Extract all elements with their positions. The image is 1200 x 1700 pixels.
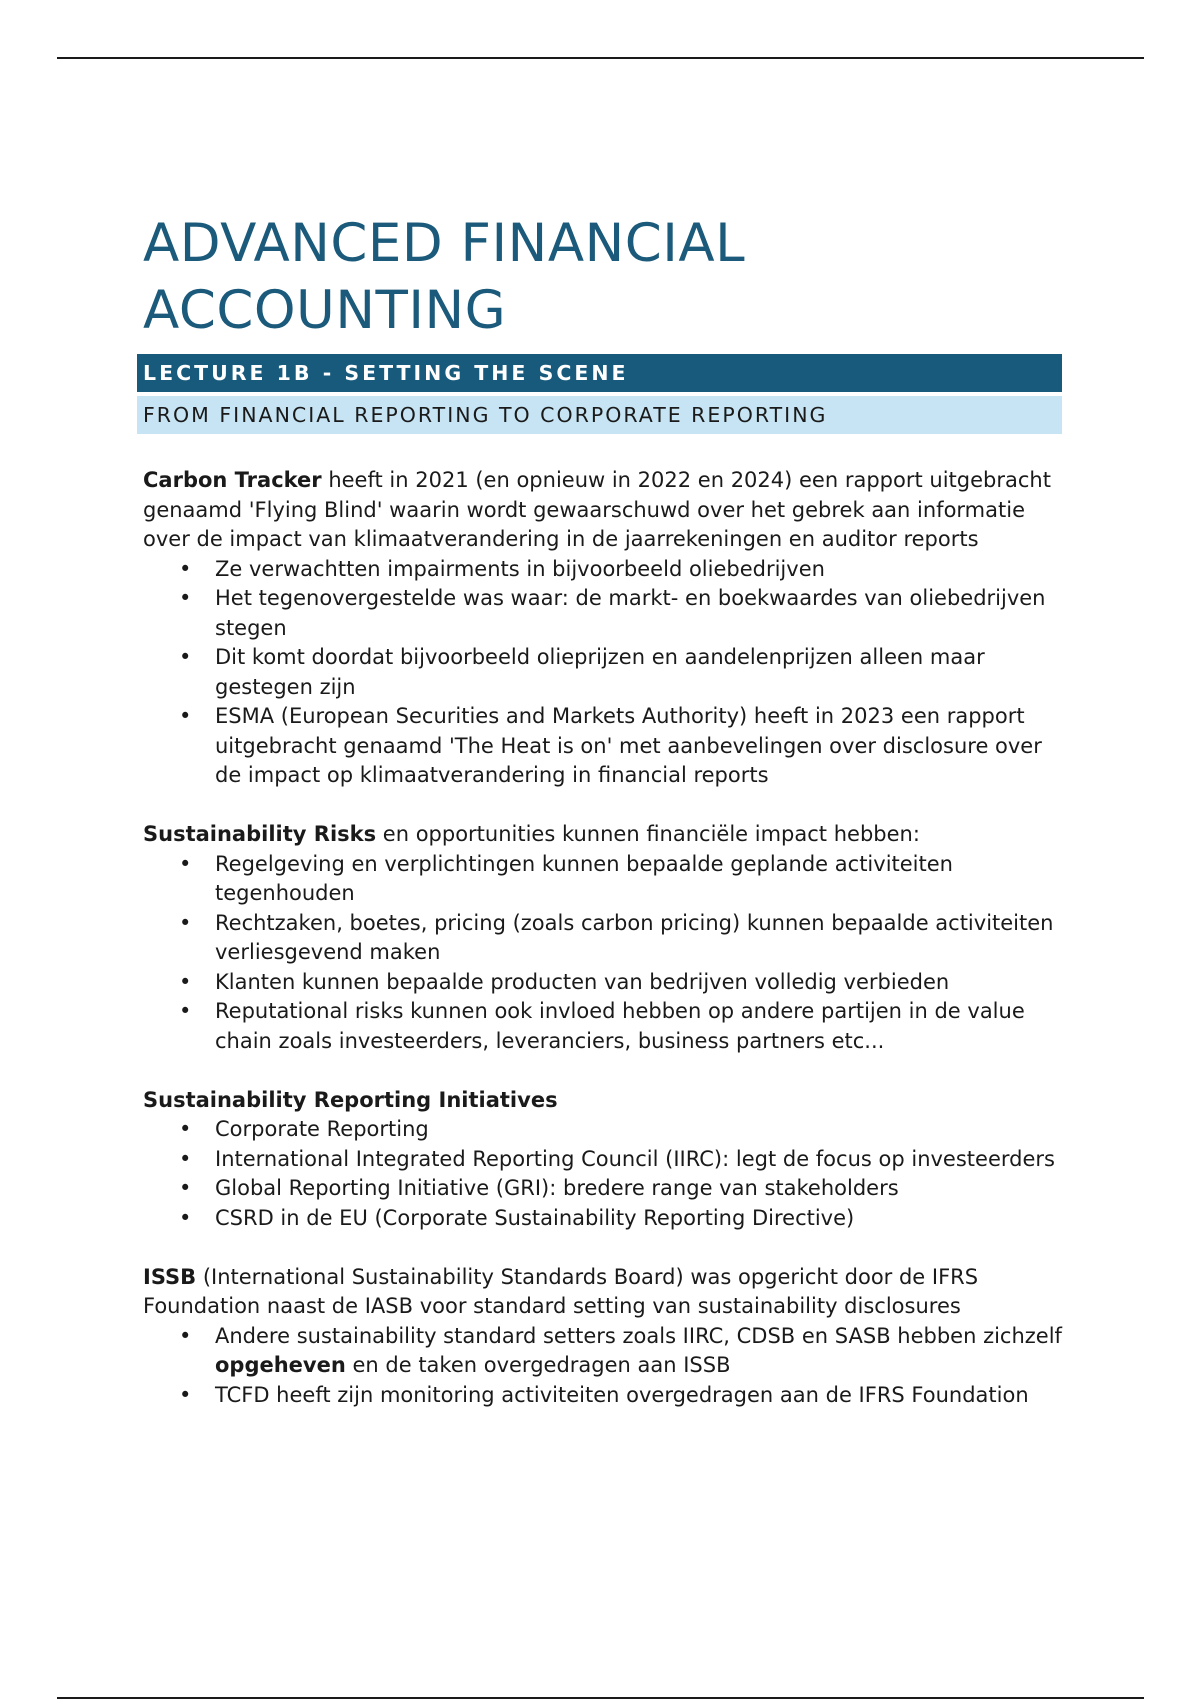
list-item: [143, 1145, 1063, 1175]
list-item: [143, 1115, 1063, 1145]
list-item-text: Ze verwachtten impairments in bijvoorbeeld oliebedrijven: [215, 556, 825, 581]
list-item-text: Dit komt doordat bijvoorbeeld olieprijzen en aandelenprijzen alleen maar gestegen zijn: [215, 645, 985, 699]
list-item: [143, 1174, 1063, 1204]
issb-text: (International Sustainability Standards Board) was opgericht door de IFRS Foundation naast de IASB voor standard setting van sustainability disclosures: [143, 1264, 979, 1318]
bullet-icon: •: [179, 1205, 192, 1230]
bullet-icon: •: [179, 704, 192, 728]
initiatives-heading: [143, 1086, 1063, 1116]
list-item-text: Global Reporting Initiative (GRI): bredere range van stakeholders: [215, 1176, 899, 1200]
issb-bullet-list: [143, 1322, 1063, 1411]
list-item-text: Reputational risks kunnen ook invloed hebben op andere partijen in de value chain zoals investeerders, leveranciers, business partners etc...: [215, 999, 1025, 1053]
carbon-term: Carbon Tracker: [143, 468, 322, 492]
issb-paragraph: [143, 1263, 1063, 1322]
list-item: [143, 909, 1063, 968]
issb-term: ISSB: [143, 1264, 197, 1289]
list-item: [143, 997, 1063, 1056]
risks-bullet-list: [143, 850, 1063, 1057]
document-title: [143, 210, 1063, 344]
section-issb: [143, 1263, 1063, 1411]
section-reporting-initiatives: [143, 1086, 1063, 1234]
risks-text: en opportunities kunnen financiële impact hebben:: [376, 822, 920, 846]
list-item: [143, 643, 1063, 702]
bullet-icon: •: [179, 1323, 192, 1348]
title-line-1: ADVANCED FINANCIAL: [143, 213, 746, 274]
list-item-text: CSRD in de EU (Corporate Sustainability Reporting Directive): [215, 1205, 855, 1230]
list-item: [143, 702, 1063, 791]
bullet-icon: •: [179, 851, 192, 876]
section-carbon-tracker: [143, 466, 1063, 791]
list-item-text: TCFD heeft zijn monitoring activiteiten overgedragen aan de IFRS Foundation: [215, 1382, 1029, 1407]
list-item: [143, 555, 1063, 585]
list-item-text-post: en de taken overgedragen aan ISSB: [345, 1353, 731, 1377]
bullet-icon: •: [179, 969, 192, 994]
list-item-text: Corporate Reporting: [215, 1117, 429, 1141]
list-item: [143, 584, 1063, 643]
bullet-icon: •: [179, 586, 192, 610]
list-item: [143, 1204, 1063, 1234]
list-item: [143, 968, 1063, 998]
list-item-text: Het tegenovergestelde was waar: de markt- en boekwaardes van oliebedrijven stegen: [215, 586, 1046, 640]
initiatives-bullet-list: [143, 1115, 1063, 1233]
list-item: [143, 850, 1063, 909]
section-sustainability-risks: [143, 820, 1063, 1056]
carbon-paragraph: [143, 466, 1063, 555]
bullet-icon: •: [179, 910, 192, 935]
title-line-2: ACCOUNTING: [143, 280, 507, 341]
list-item-text: International Integrated Reporting Council (IIRC): legt de focus op investeerders: [215, 1146, 1055, 1171]
list-item-text-pre: Andere sustainability standard setters zoals IIRC, CDSB en SASB hebben zichzelf: [215, 1323, 1062, 1348]
carbon-text: heeft in 2021 (en opnieuw in 2022 en 2024) een rapport uitgebracht genaamd 'Flying Blind' waarin wordt gewaarschuwd over het gebrek aan informatie over de impact van klimaatverandering in de jaarrekeningen en auditor reports: [143, 468, 1051, 551]
bullet-icon: •: [179, 1176, 192, 1200]
bullet-icon: •: [179, 1146, 192, 1171]
header-rule: [57, 57, 1144, 59]
risks-paragraph: [143, 820, 1063, 850]
subheading: FROM FINANCIAL REPORTING TO CORPORATE REPORTING: [137, 396, 1062, 434]
carbon-bullet-list: [143, 555, 1063, 791]
list-item-text: Rechtzaken, boetes, pricing (zoals carbon pricing) kunnen bepaalde activiteiten verliesgevend maken: [215, 910, 1054, 964]
initiatives-term: Sustainability Reporting Initiatives: [143, 1087, 558, 1112]
bullet-icon: •: [179, 999, 192, 1023]
bullet-icon: •: [179, 556, 192, 581]
list-item-text: Klanten kunnen bepaalde producten van bedrijven volledig verbieden: [215, 969, 950, 994]
document-body: [143, 210, 1063, 1410]
list-item-text: Regelgeving en verplichtingen kunnen bepaalde geplande activiteiten tegenhouden: [215, 851, 953, 905]
lecture-heading: LECTURE 1B - SETTING THE SCENE: [137, 354, 1062, 392]
list-item: [143, 1322, 1063, 1381]
risks-term: Sustainability Risks: [143, 822, 377, 846]
bullet-icon: •: [179, 645, 192, 669]
bullet-icon: •: [179, 1117, 192, 1141]
list-item-emphasis: opgeheven: [215, 1353, 346, 1377]
list-item-text: ESMA (European Securities and Markets Authority) heeft in 2023 een rapport uitgebracht genaamd 'The Heat is on' met aanbevelingen over disclosure over de impact op klimaatverandering in financial reports: [215, 704, 1042, 787]
footer-rule: [57, 1697, 1144, 1699]
bullet-icon: •: [179, 1382, 192, 1407]
list-item: [143, 1381, 1063, 1411]
